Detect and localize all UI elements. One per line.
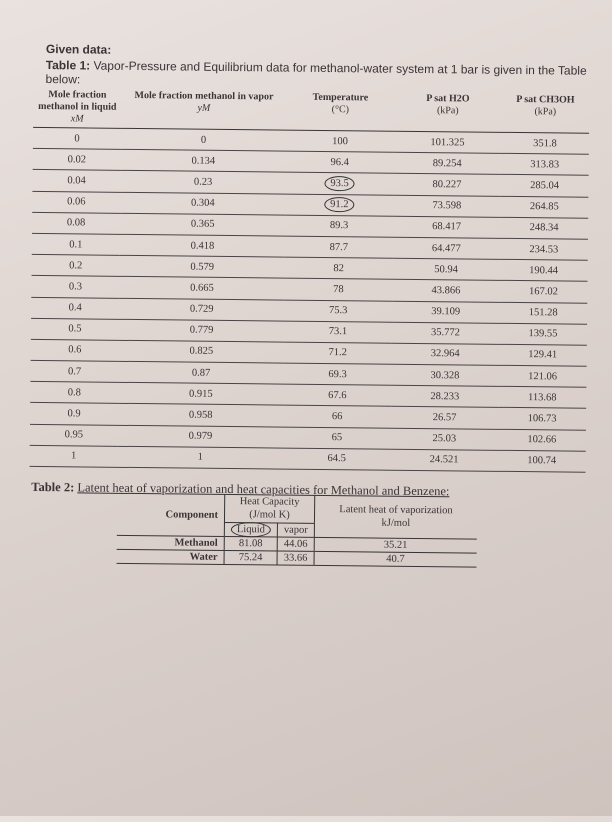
table-cell: 0.6 — [31, 339, 119, 361]
table-cell: 69.3 — [283, 363, 391, 385]
table-cell: 0 — [121, 128, 286, 151]
table-cell: 0.06 — [32, 191, 120, 213]
table-cell: 89.254 — [394, 152, 501, 174]
latent-header: Latent heat of vaporization — [339, 504, 453, 517]
vapor-cp: 44.06 — [277, 537, 314, 551]
table-cell: 65 — [283, 427, 391, 449]
column-header — [33, 87, 121, 128]
table-cell: 75.3 — [284, 300, 392, 322]
table2-label: Table 2: — [31, 479, 75, 495]
column-header — [286, 90, 394, 132]
table-cell: 32.964 — [392, 343, 499, 365]
table-cell: 24.521 — [390, 449, 497, 471]
liquid-header: Liquid — [231, 522, 271, 537]
column-header-unit: xM — [70, 113, 84, 125]
table-cell: 167.02 — [499, 281, 587, 303]
table-cell: 0.579 — [120, 255, 285, 278]
table-cell: 0.1 — [32, 233, 120, 255]
table-cell: 190.44 — [500, 259, 588, 281]
heat-table — [117, 493, 478, 568]
component-name: Methanol — [117, 535, 225, 550]
column-header-label: P sat CH3OH — [516, 93, 575, 106]
table2-title: Latent heat of vaporization and heat capacities for Methanol and Benzene: — [77, 480, 450, 499]
table-cell: 0.8 — [30, 382, 118, 404]
table-cell: 0.9 — [30, 403, 118, 425]
table-cell: 26.57 — [391, 407, 498, 429]
table-cell: 0.365 — [120, 213, 285, 236]
table-cell: 25.03 — [391, 428, 498, 450]
table-cell: 73.1 — [284, 321, 392, 343]
table-cell: 0.7 — [30, 360, 118, 382]
table-cell: 0.04 — [32, 170, 120, 192]
column-header — [394, 91, 501, 133]
vapor-cp: 33.66 — [277, 551, 314, 565]
column-header-unit: yM — [197, 102, 211, 114]
column-header — [501, 92, 589, 133]
column-header — [121, 88, 286, 130]
circled-value: 91.2 — [324, 197, 355, 212]
table-cell: 0.3 — [31, 276, 119, 298]
table-cell: 248.34 — [500, 217, 588, 239]
table-cell: 0.915 — [118, 383, 283, 406]
heat-capacity-unit: (J/mol K) — [249, 509, 290, 521]
table-cell: 0.5 — [31, 318, 119, 340]
table-cell: 151.28 — [499, 302, 587, 324]
table-row — [30, 445, 586, 472]
table-cell: 0 — [33, 127, 121, 149]
table-cell: 71.2 — [284, 342, 392, 364]
table-cell: 100 — [286, 130, 394, 152]
table-cell: 96.4 — [286, 151, 394, 173]
table-cell: 100.74 — [498, 450, 586, 472]
table-cell: 0.665 — [119, 277, 284, 300]
table-cell: 102.66 — [498, 429, 586, 451]
table-cell: 0.979 — [118, 425, 283, 448]
liquid-cp: 75.24 — [224, 550, 277, 565]
table1-label: Table 1: — [45, 58, 91, 73]
table-cell: 73.598 — [393, 195, 500, 217]
column-header-label: Mole fraction methanol in liquid — [38, 89, 117, 113]
table-cell: 0.2 — [32, 255, 120, 277]
table-cell: 64.477 — [393, 237, 500, 259]
vle-table — [30, 87, 590, 473]
table-cell: 0.418 — [120, 234, 285, 257]
table-cell: 0.304 — [120, 192, 285, 215]
latent-heat: 40.7 — [314, 551, 477, 567]
table-cell: 0.779 — [119, 319, 284, 342]
table-cell: 82 — [285, 257, 393, 279]
table-cell: 101.325 — [394, 131, 501, 153]
column-header-label: P sat H2O — [426, 93, 470, 105]
table-cell: 35.772 — [392, 322, 499, 344]
vapor-header: vapor — [277, 523, 314, 537]
table-cell: 139.55 — [499, 323, 587, 345]
table-cell: 0.23 — [120, 171, 285, 194]
component-header: Component — [117, 493, 225, 537]
table-cell: 351.8 — [501, 132, 589, 154]
table-cell: 0.958 — [118, 404, 283, 427]
table-cell: 68.417 — [393, 216, 500, 238]
table-cell: 0.729 — [119, 298, 284, 321]
liquid-cp: 81.08 — [224, 536, 277, 551]
table1-title: Vapor-Pressure and Equilibrium data for methanol-water system at 1 bar is given in the Table below: — [45, 58, 587, 87]
table-cell — [285, 172, 393, 194]
table-cell: 106.73 — [498, 408, 586, 430]
column-header-label: Temperature — [312, 91, 369, 104]
table-cell: 67.6 — [283, 384, 391, 406]
table-cell: 43.866 — [392, 280, 499, 302]
table-cell: 0.87 — [118, 361, 283, 384]
table-cell: 66 — [283, 406, 391, 428]
column-header-unit: (°C) — [331, 104, 350, 116]
column-header-unit: (kPa) — [534, 106, 557, 118]
table-cell — [285, 194, 393, 216]
table-cell: 30.328 — [391, 364, 498, 386]
column-header-unit: (kPa) — [436, 105, 459, 117]
table-cell: 39.109 — [392, 301, 499, 323]
table-cell: 0.4 — [31, 297, 119, 319]
table-cell: 285.04 — [500, 175, 588, 197]
table-cell: 78 — [284, 278, 392, 300]
latent-unit: kJ/mol — [381, 517, 411, 529]
given-data-label: Given data: — [45, 42, 112, 57]
table-cell: 87.7 — [285, 236, 393, 258]
table-cell: 80.227 — [393, 174, 500, 196]
table-cell: 50.94 — [392, 258, 499, 280]
table-row — [117, 549, 477, 567]
table-cell: 264.85 — [500, 196, 588, 218]
table-cell: 0.95 — [30, 424, 118, 446]
table-cell: 129.41 — [499, 344, 587, 366]
component-name: Water — [117, 549, 225, 564]
latent-heat: 35.21 — [314, 537, 477, 553]
table-cell: 313.83 — [501, 154, 589, 176]
table1-caption — [46, 58, 606, 92]
table-cell: 89.3 — [285, 215, 393, 237]
table-cell: 1 — [118, 446, 283, 469]
table-cell: 234.53 — [500, 238, 588, 260]
heat-capacity-header: Heat Capacity — [239, 496, 300, 508]
table-cell: 0.02 — [33, 149, 121, 171]
column-header-label: Mole fraction methanol in vapor — [134, 89, 274, 103]
table-cell: 0.825 — [119, 340, 284, 363]
table-cell: 113.68 — [498, 387, 586, 409]
table-cell: 28.233 — [391, 385, 498, 407]
table-cell: 0.134 — [121, 150, 286, 173]
table-cell: 64.5 — [283, 448, 391, 470]
table-cell: 121.06 — [498, 365, 586, 387]
table-cell: 1 — [30, 445, 118, 467]
circled-value: 93.5 — [324, 176, 355, 191]
table-cell: 0.08 — [32, 212, 120, 234]
